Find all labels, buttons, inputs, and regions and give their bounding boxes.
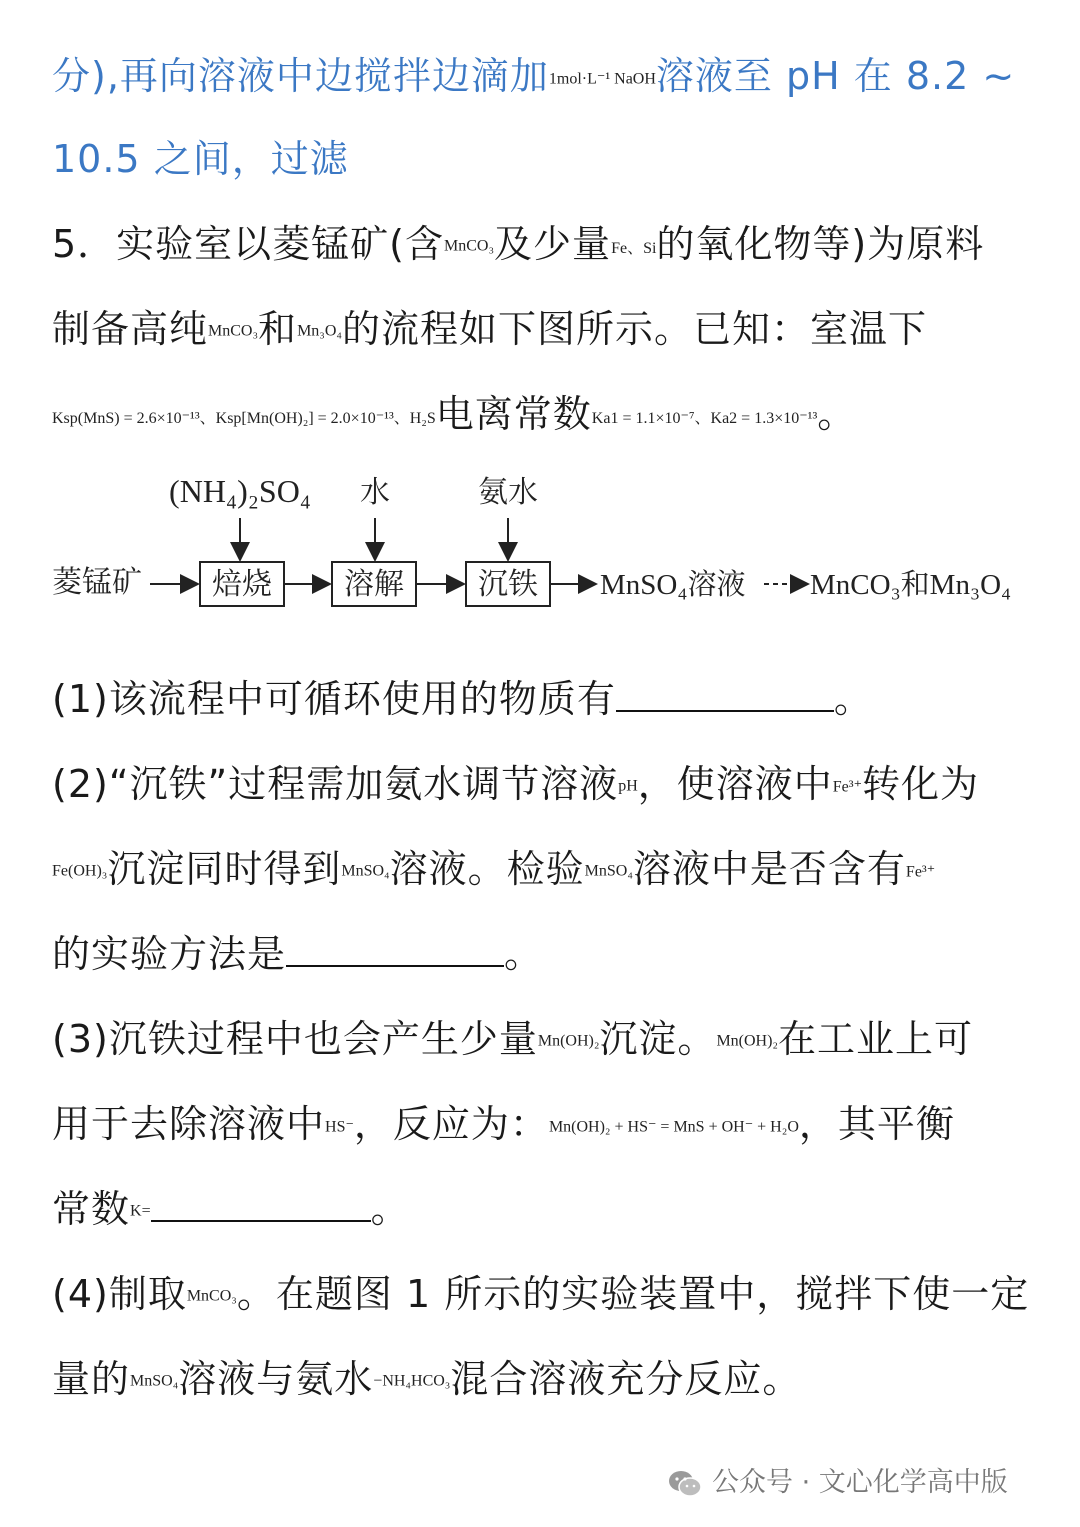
answer-blank[interactable]	[616, 680, 834, 712]
sub1-text: (1)该流程中可循环使用的物质有	[52, 677, 616, 721]
watermark-text: 公众号 · 文心化学高中版	[712, 1467, 1008, 1498]
formula: Fe³⁺	[832, 778, 863, 796]
intro-text: 分),再向溶液中边搅拌边滴加	[52, 54, 549, 98]
naoh-formula: 1mol·L⁻¹ NaOH	[548, 70, 656, 88]
formula: MnCO₃	[186, 1287, 237, 1305]
sub4-text: (4)制取	[52, 1272, 187, 1316]
step-roasting: 焙烧	[212, 568, 272, 601]
intro-line-1	[52, 45, 1015, 100]
sub4-line-2	[52, 1348, 801, 1403]
question-text: 和	[258, 307, 298, 351]
sub3-text: 用于去除溶液中	[52, 1102, 326, 1146]
question-text: 的流程如下图所示。已知：室温下	[342, 307, 928, 351]
sub1-text: 。	[833, 677, 873, 721]
formula: Ka1 = 1.1×10⁻⁷、Ka2 = 1.3×10⁻¹³	[591, 410, 818, 427]
sub3-line-2	[52, 1093, 955, 1148]
question-text: 5．实验室以菱锰矿(含	[52, 222, 445, 266]
step-iron-removal: 沉铁	[478, 568, 538, 601]
sub4-text: 混合溶液充分反应。	[450, 1357, 802, 1401]
sub2-text: (2)“沉铁”过程需加氨水调节溶液	[52, 762, 619, 806]
question-text: 的氧化物等)为原料	[656, 222, 985, 266]
sub1-line	[52, 668, 873, 723]
sub2-line-2	[52, 838, 935, 893]
formula: Mn(OH)₂	[716, 1032, 779, 1050]
sub4-text: 溶液与氨水	[178, 1357, 374, 1401]
flow-start: 菱锰矿	[52, 566, 142, 599]
sub3-text: 常数	[52, 1187, 131, 1231]
formula: −NH₄HCO₃	[373, 1372, 451, 1390]
reaction-equation: Mn(OH)₂ + HS⁻ = MnS + OH⁻ + H₂O	[548, 1118, 799, 1136]
sub3-line-3	[52, 1178, 410, 1233]
sub3-text: 。	[370, 1187, 410, 1231]
sub2-text: 。	[504, 932, 544, 976]
answer-blank[interactable]	[151, 1190, 371, 1222]
sub2-line-1	[52, 753, 979, 808]
formula: Mn(OH)₂	[537, 1032, 600, 1050]
intro-text: 溶液至 pH 在 8.2 ~	[655, 54, 1016, 98]
flow-input-water: 水	[360, 476, 390, 509]
watermark	[668, 1460, 1008, 1499]
formula: Fe³⁺	[905, 863, 936, 881]
question-text: 。	[817, 392, 857, 436]
flow-input-ammonia: 氨水	[478, 476, 538, 509]
formula: Mn₃O₄	[297, 322, 342, 340]
flow-product-final: MnCO₃和Mn₃O₄	[810, 569, 1012, 601]
sub3-text: ，反应为：	[353, 1102, 549, 1146]
sub3-text: (3)沉铁过程中也会产生少量	[52, 1017, 538, 1061]
sub2-line-3	[52, 923, 543, 978]
formula: HS⁻	[325, 1118, 354, 1136]
sub3-line-1	[52, 1008, 973, 1063]
sub2-text: 沉淀同时得到	[107, 847, 342, 891]
formula: MnSO₄	[341, 862, 390, 880]
sub4-text: 量的	[52, 1357, 131, 1401]
question-text: 制备高纯	[52, 307, 209, 351]
question-line-2	[52, 298, 927, 353]
formula: MnCO₃	[208, 322, 259, 340]
step-dissolve: 溶解	[344, 568, 404, 601]
sub2-text: 溶液。检验	[389, 847, 585, 891]
sub2-text: 溶液中是否含有	[632, 847, 906, 891]
question-line-3	[52, 383, 856, 438]
sub2-text: ，使溶液中	[637, 762, 833, 806]
sub2-text: 的实验方法是	[52, 932, 287, 976]
sub4-text: 。在题图 1 所示的实验装置中，搅拌下使一定	[236, 1272, 1030, 1316]
process-flow-diagram	[0, 460, 1080, 620]
sub4-line-1	[52, 1263, 1029, 1318]
flow-input-ammonium-sulfate: (NH₄)₂SO₄	[169, 473, 311, 509]
formula: Fe、Si	[611, 240, 657, 257]
question-text: 电离常数	[435, 392, 592, 436]
formula: K=	[130, 1202, 151, 1220]
formula: Fe(OH)₃	[52, 862, 108, 880]
formula: MnSO₄	[584, 862, 633, 880]
intro-text: 10.5 之间，过滤	[52, 137, 349, 181]
sub3-text: 沉淀。	[599, 1017, 717, 1061]
intro-line-2	[52, 128, 349, 183]
sub3-text: ，其平衡	[798, 1102, 955, 1146]
question-line-1	[52, 213, 984, 268]
sub2-text: 转化为	[862, 762, 980, 806]
formula: MnCO₃	[444, 237, 495, 255]
wechat-icon	[668, 1470, 702, 1498]
flow-product-mnso4: MnSO₄溶液	[600, 569, 746, 601]
formula: pH	[618, 777, 638, 795]
formula: Ksp(MnS) = 2.6×10⁻¹³、Ksp[Mn(OH)₂] = 2.0×10⁻¹³、H₂S	[52, 410, 436, 427]
sub3-text: 在工业上可	[778, 1017, 974, 1061]
question-text: 及少量	[494, 222, 612, 266]
formula: MnSO₄	[130, 1372, 179, 1390]
answer-blank[interactable]	[286, 935, 504, 967]
